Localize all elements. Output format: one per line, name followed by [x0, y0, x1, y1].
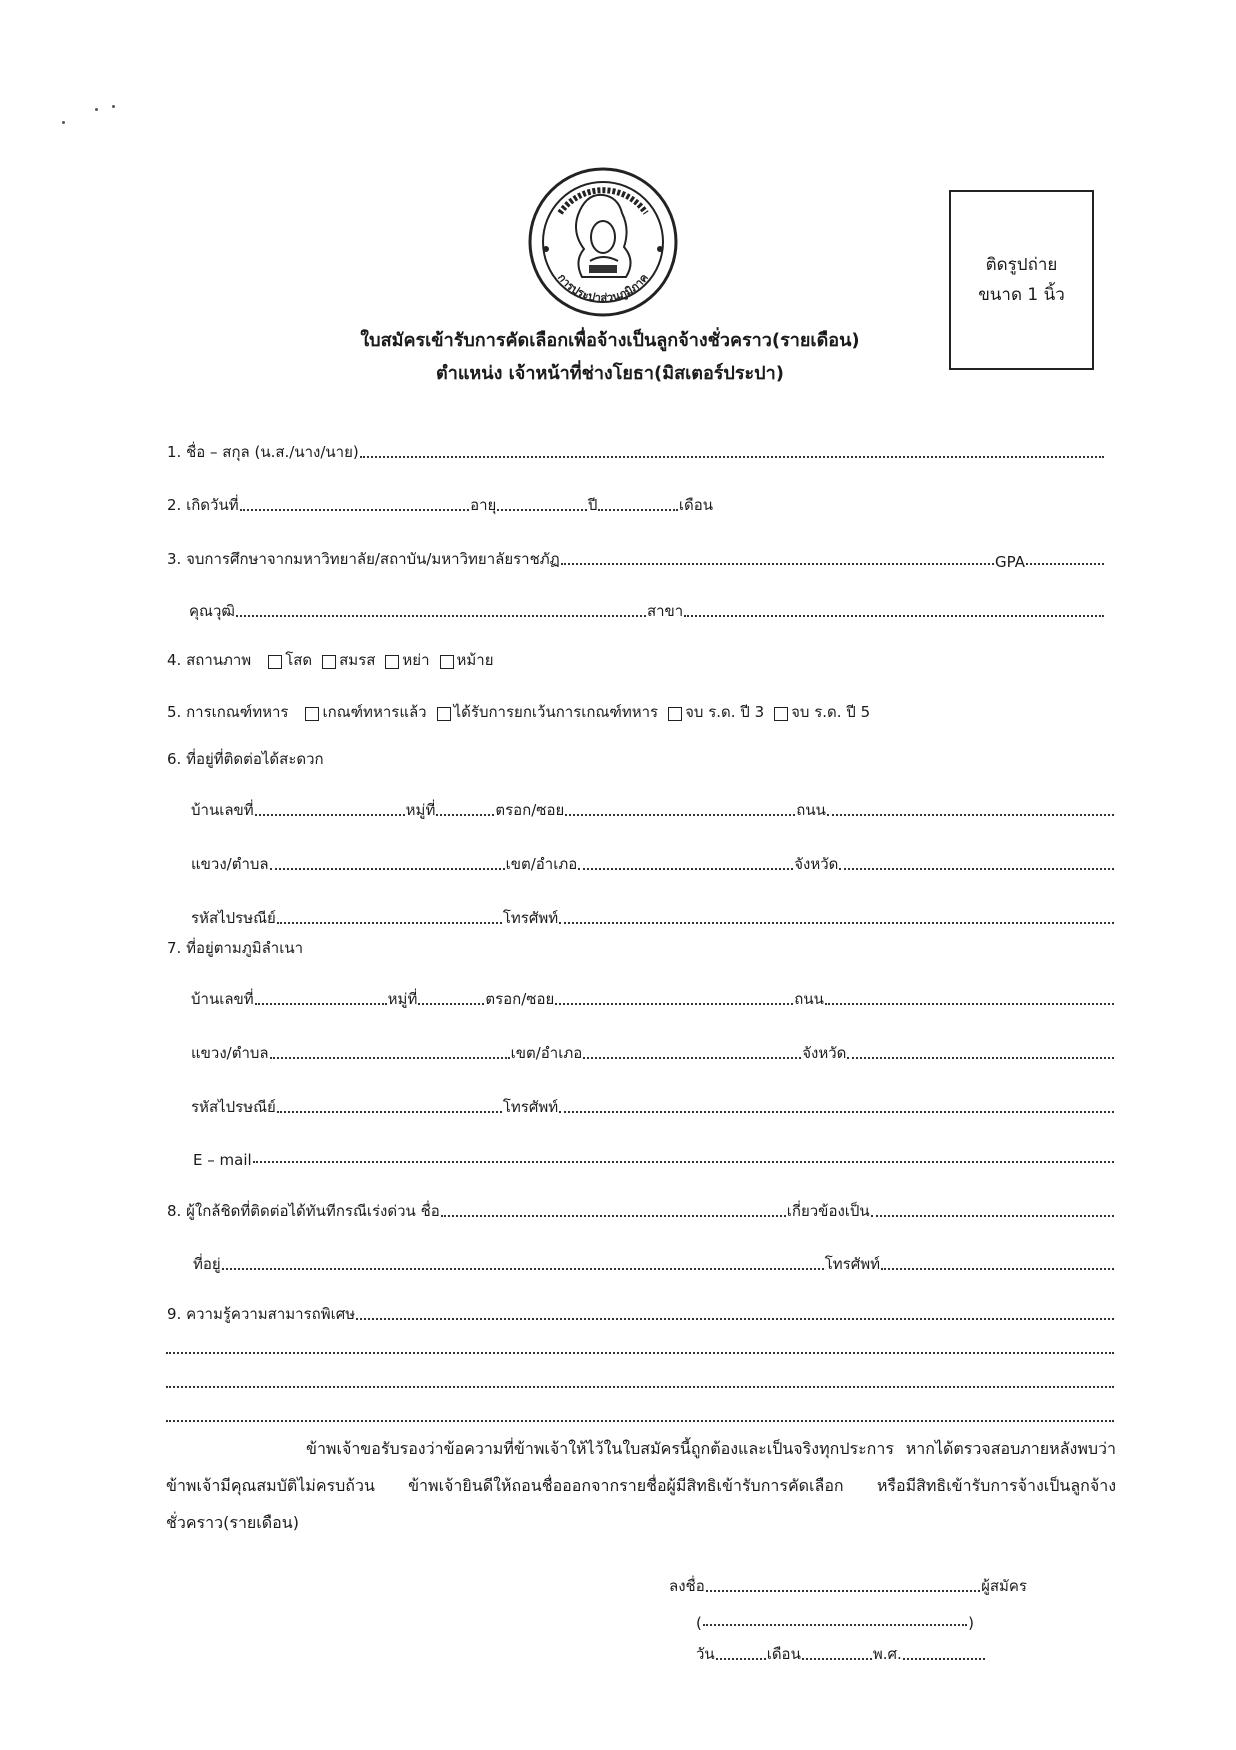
section-contact-address: 6. ที่อยู่ที่ติดต่อได้สะดวก — [167, 750, 324, 768]
fill-line[interactable] — [360, 456, 1104, 458]
field-education[interactable]: 3. จบการศึกษาจากมหาวิทยาลัย/สถาบัน/มหาวิทยาลัยราชภัฏ GPA — [166, 545, 1104, 571]
checkbox[interactable] — [437, 707, 451, 721]
scan-speck — [95, 108, 98, 111]
checkbox[interactable] — [305, 707, 319, 721]
fill-line[interactable] — [166, 1334, 1114, 1360]
section-home-address: 7. ที่อยู่ตามภูมิลำเนา — [167, 939, 304, 957]
field-home-address-line2[interactable]: แขวง/ตำบล เขต/อำเภอ จังหวัด — [190, 1039, 1114, 1065]
field-emergency-address[interactable]: ที่อยู่ โทรศัพท์ — [192, 1250, 1114, 1276]
field-marital-status[interactable]: 4. สถานภาพ โสด สมรส หย่า หม้าย — [167, 651, 494, 669]
field-emergency-contact[interactable]: 8. ผู้ใกล้ชิดที่ติดต่อได้ทันทีกรณีเร่งด่วน ชื่อ เกี่ยวข้องเป็น — [166, 1197, 1114, 1223]
declaration-paragraph: ข้าพเจ้าขอรับรองว่าข้อความที่ข้าพเจ้าให้ไว้ในใบสมัครนี้ถูกต้องและเป็นจริงทุกประการ หากได้ตรวจสอบภายหลังพบว่าข้าพเจ้ามีคุณสมบัติไม่ครบถ้วน ข้าพเจ้ายินดีให้ถอนชื่อออกจากรายชื่อผู้มีสิทธิเข้ารับการคัดเลือก หรือมีสิทธิเข้ารับการจ้างเป็นลูกจ้างชั่วคราว(รายเดือน) — [166, 1439, 1116, 1532]
checkbox[interactable] — [385, 655, 399, 669]
signature-line[interactable]: ลงชื่อ ผู้สมัคร — [669, 1577, 1027, 1595]
seal-text: การประปาส่วนภูมิภาค — [555, 271, 651, 305]
checkbox[interactable] — [774, 707, 788, 721]
photo-box-line: ติดรูปถ่าย — [985, 255, 1058, 275]
field-home-address-line1[interactable]: บ้านเลขที่ หมู่ที่ ตรอก/ซอย ถนน — [190, 985, 1114, 1011]
checkbox[interactable] — [322, 655, 336, 669]
checkbox[interactable] — [440, 655, 454, 669]
checkbox[interactable] — [668, 707, 682, 721]
fill-line[interactable] — [166, 1368, 1114, 1394]
field-email[interactable]: E – mail — [192, 1143, 1114, 1169]
field-fullname[interactable]: 1. ชื่อ – สกุล (น.ส./นาง/นาย) — [166, 438, 1104, 464]
field-birthdate[interactable]: 2. เกิดวันที่ อายุ ปี เดือน — [167, 496, 714, 514]
field-home-address-line3[interactable]: รหัสไปรษณีย์ โทรศัพท์ — [190, 1093, 1114, 1119]
fill-line[interactable] — [166, 1402, 1114, 1428]
organization-seal — [526, 165, 680, 319]
form-title: ใบสมัครเข้ารับการคัดเลือกเพื่อจ้างเป็นลูกจ้างชั่วคราว(รายเดือน) — [360, 330, 860, 351]
scan-speck — [112, 105, 115, 108]
field-contact-address-line3[interactable]: รหัสไปรษณีย์ โทรศัพท์ — [190, 904, 1114, 930]
printed-name-line[interactable]: ( ) — [696, 1614, 974, 1632]
field-military-service[interactable]: 5. การเกณฑ์ทหาร เกณฑ์ทหารแล้ว ได้รับการยกเว้นการเกณฑ์ทหาร จบ ร.ด. ปี 3 จบ ร.ด. ปี 5 — [167, 703, 871, 721]
checkbox[interactable] — [268, 655, 282, 669]
photo-box-line: ขนาด 1 นิ้ว — [978, 285, 1065, 305]
scan-speck — [62, 121, 65, 124]
position-title: ตำแหน่ง เจ้าหน้าที่ช่างโยธา(มิสเตอร์ประปา) — [436, 363, 784, 384]
signature-date-line[interactable]: วัน เดือน พ.ศ. — [695, 1640, 985, 1666]
field-degree-major[interactable]: คุณวุฒิ สาขา — [188, 597, 1104, 623]
field-contact-address-line2[interactable]: แขวง/ตำบล เขต/อำเภอ จังหวัด — [190, 850, 1114, 876]
photo-placeholder-box — [949, 190, 1094, 370]
field-contact-address-line1[interactable]: บ้านเลขที่ หมู่ที่ ตรอก/ซอย ถนน — [190, 796, 1114, 822]
field-special-skills[interactable]: 9. ความรู้ความสามารถพิเศษ — [166, 1300, 1114, 1326]
